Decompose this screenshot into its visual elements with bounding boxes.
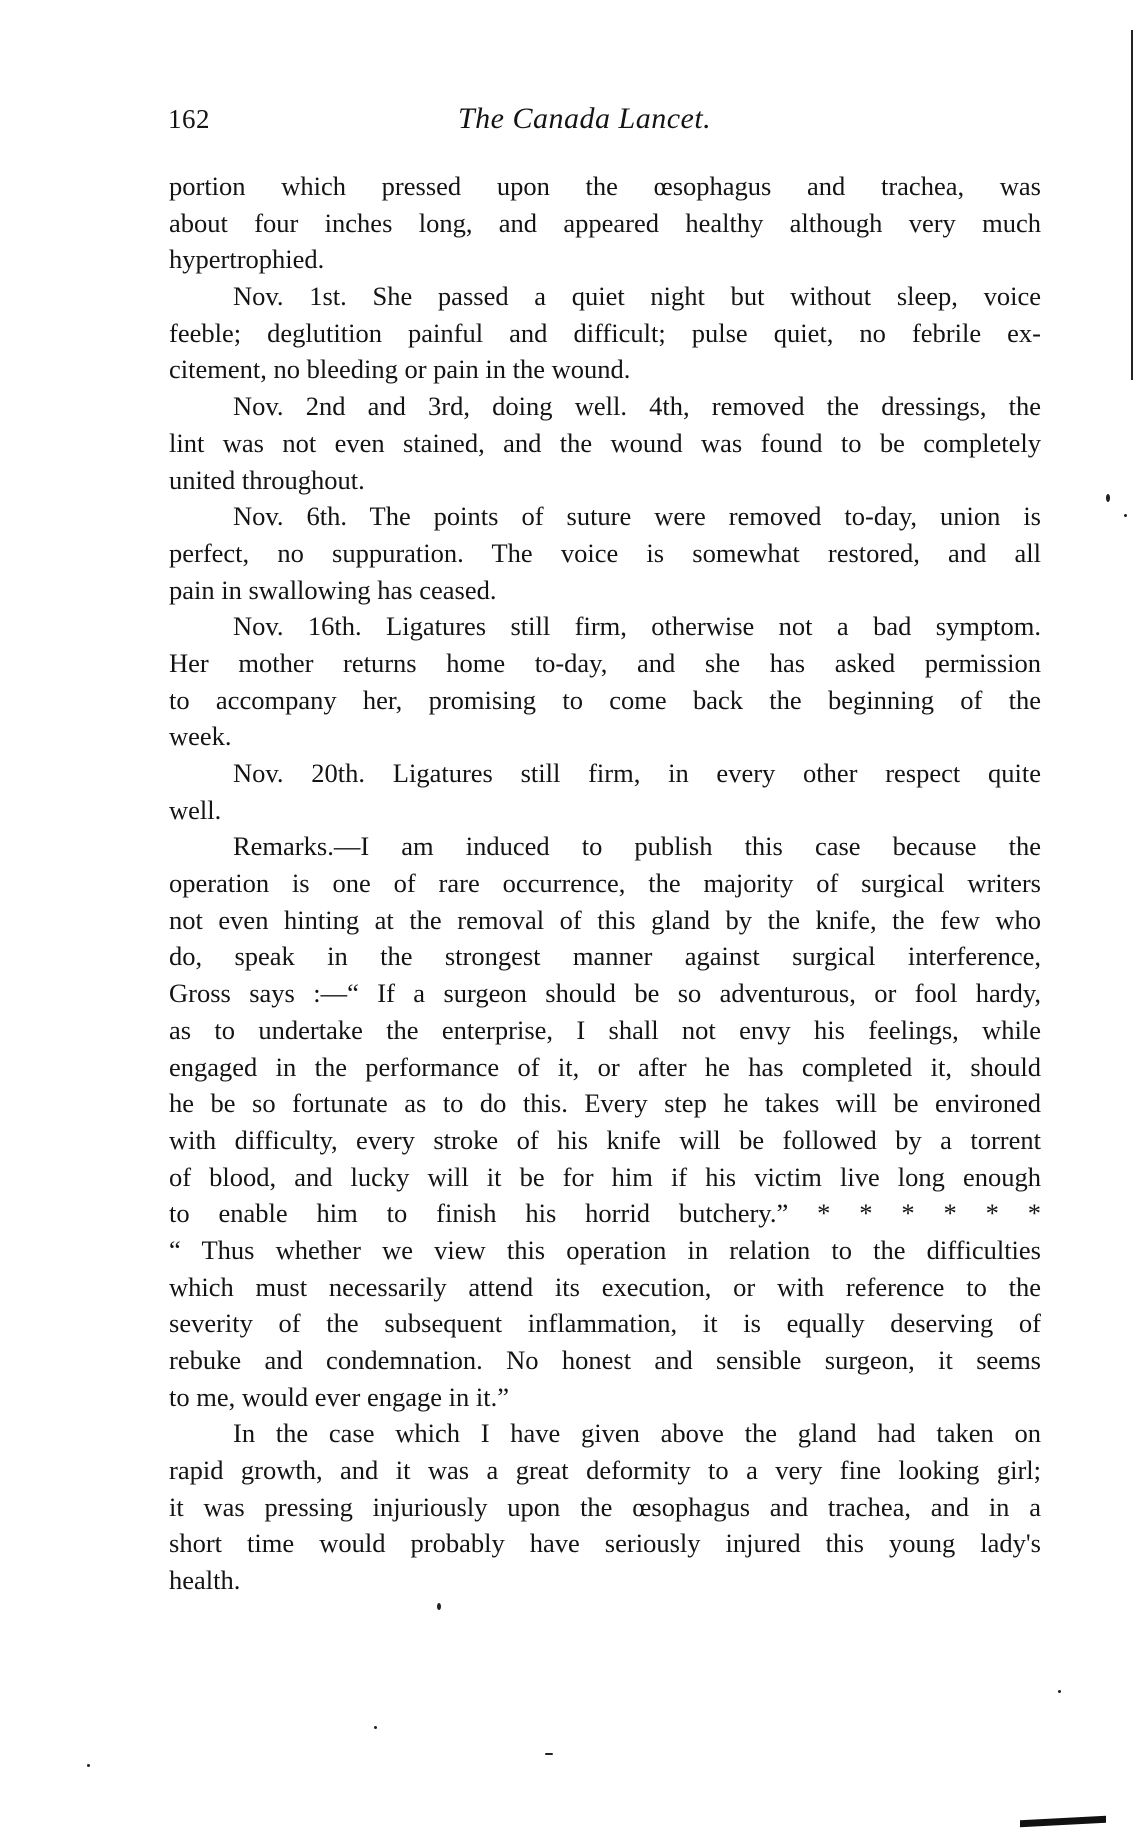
- scan-speck: [437, 1603, 441, 1610]
- text-line: pain in swallowing has ceased.: [169, 574, 497, 605]
- scan-speck: [1058, 1690, 1061, 1693]
- text-line: hypertrophied.: [169, 244, 325, 275]
- text-line: severity of the subsequent inflammation, it is equally deserving of: [169, 1308, 1041, 1339]
- text-line: Gross says :—“ If a surgeon should be so adventurous, or fool hardy,: [169, 978, 1041, 1009]
- text-line: well.: [169, 794, 222, 825]
- text-line: Her mother returns home to-day, and she has asked permission: [169, 647, 1041, 678]
- article-body: [169, 168, 1041, 1599]
- text-line: to enable him to finish his horrid butchery.” * * * * * *: [169, 1198, 1041, 1229]
- text-line: rapid growth, and it was a great deformity to a very fine looking girl;: [169, 1455, 1041, 1486]
- text-line: to me, would ever engage in it.”: [169, 1381, 509, 1412]
- text-line: Nov. 2nd and 3rd, doing well. 4th, removed the dressings, the: [233, 391, 1041, 422]
- scan-speck: [374, 1726, 377, 1729]
- text-line: rebuke and condemnation. No honest and sensible surgeon, it seems: [169, 1345, 1041, 1375]
- text-line: In the case which I have given above the gland had taken on: [233, 1418, 1041, 1449]
- text-line: it was pressing injuriously upon the œsophagus and trachea, and in a: [169, 1491, 1041, 1522]
- text-line: “ Thus whether we view this operation in relation to the difficulties: [169, 1234, 1041, 1265]
- text-line: Nov. 16th. Ligatures still firm, otherwise not a bad symptom.: [233, 611, 1041, 642]
- scan-speck: [87, 1764, 90, 1767]
- text-line: Nov. 1st. She passed a quiet night but without sleep, voice: [233, 281, 1041, 312]
- text-line: united throughout.: [169, 464, 365, 495]
- text-line: engaged in the performance of it, or after he has completed it, should: [169, 1051, 1041, 1082]
- text-line: about four inches long, and appeared healthy although very much: [169, 207, 1041, 238]
- text-line: not even hinting at the removal of this gland by the knife, the few who: [169, 904, 1041, 935]
- text-line: portion which pressed upon the œsophagus and trachea, was: [169, 171, 1041, 201]
- scan-speck: [1106, 494, 1110, 502]
- text-line: do, speak in the strongest manner against surgical interference,: [169, 941, 1041, 972]
- text-line: lint was not even stained, and the wound was found to be completely: [169, 427, 1041, 458]
- page-edge-rule: [1131, 30, 1133, 380]
- text-line: of blood, and lucky will it be for him if his victim live long enough: [169, 1161, 1041, 1192]
- text-line: citement, no bleeding or pain in the wound.: [169, 354, 631, 385]
- text-line: Remarks.—I am induced to publish this case because the: [233, 831, 1041, 862]
- text-line: perfect, no suppuration. The voice is somewhat restored, and all: [169, 537, 1041, 568]
- text-line: to accompany her, promising to come back the beginning of the: [169, 684, 1041, 715]
- scan-edge-mark: [1020, 1816, 1106, 1828]
- text-line: as to undertake the enterprise, I shall not envy his feelings, while: [169, 1014, 1041, 1045]
- scan-speck: [1124, 514, 1127, 517]
- running-title: The Canada Lancet.: [458, 102, 712, 135]
- text-line: feeble; deglutition painful and difficult; pulse quiet, no febrile ex-: [169, 317, 1041, 348]
- text-line: operation is one of rare occurrence, the majority of surgical writers: [169, 868, 1041, 899]
- text-line: week.: [169, 721, 232, 752]
- text-line: he be so fortunate as to do this. Every step he takes will be environed: [169, 1088, 1041, 1119]
- text-line: with difficulty, every stroke of his knife will be followed by a torrent: [169, 1124, 1041, 1155]
- scan-speck: [545, 1753, 553, 1755]
- text-line: Nov. 6th. The points of suture were removed to-day, union is: [233, 501, 1041, 532]
- page-number: 162: [168, 104, 210, 134]
- text-line: health.: [169, 1565, 241, 1596]
- text-line: short time would probably have seriously injured this young lady's: [169, 1528, 1041, 1559]
- text-line: Nov. 20th. Ligatures still firm, in every other respect quite: [233, 758, 1041, 788]
- text-line: which must necessarily attend its execution, or with reference to the: [169, 1271, 1041, 1302]
